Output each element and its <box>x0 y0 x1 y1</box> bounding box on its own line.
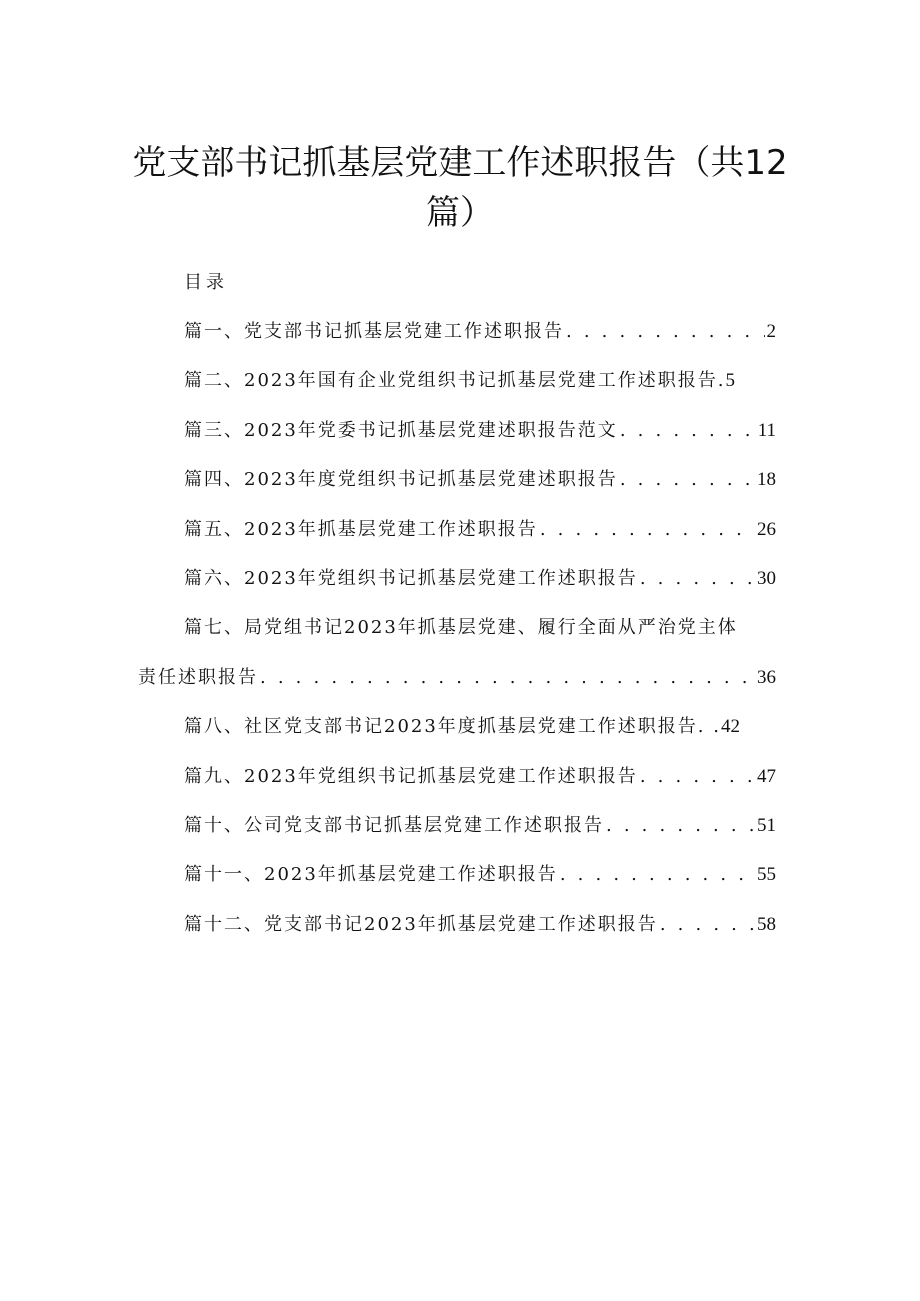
toc-entry-title-continued: 责任述职报告 <box>138 666 258 688</box>
document-title <box>110 138 810 238</box>
toc-entry-title: 篇六、2023年党组织书记抓基层党建工作述职报告 <box>184 567 638 589</box>
toc-entry-title: 篇十一、2023年抓基层党建工作述职报告 <box>184 864 558 886</box>
toc-dot-leader <box>660 912 755 938</box>
toc-entry-title: 篇十、公司党支部书记抓基层党建工作述职报告 <box>184 814 604 836</box>
toc-entry <box>0 608 920 657</box>
toc-entry <box>0 806 920 855</box>
toc-dot-leader <box>620 418 756 444</box>
toc-page-number: 11 <box>757 419 776 441</box>
toc-dot-leader <box>606 813 755 839</box>
toc-entry <box>0 905 920 954</box>
toc-link[interactable] <box>184 764 776 790</box>
toc-link[interactable] <box>184 912 776 938</box>
toc-link[interactable] <box>184 862 776 888</box>
toc-link[interactable] <box>184 418 776 444</box>
toc-page-number: 18 <box>757 469 776 491</box>
toc-entry-title: 篇八、社区党支部书记2023年度抓基层党建工作述职报告. . <box>184 716 721 738</box>
title-line-1: 党支部书记抓基层党建工作述职报告（共12 <box>132 143 788 183</box>
toc-entry <box>0 855 920 904</box>
toc-page-number: 55 <box>757 864 776 886</box>
toc-link[interactable] <box>138 665 776 691</box>
title-line-2: 篇） <box>426 193 494 233</box>
toc-entry <box>0 460 920 509</box>
toc-entry-title: 篇五、2023年抓基层党建工作述职报告 <box>184 518 538 540</box>
toc-link[interactable] <box>184 517 776 543</box>
toc-link[interactable] <box>184 319 776 345</box>
toc-entry-title: 篇七、局党组书记2023年抓基层党建、履行全面从严治党主体 <box>184 617 738 639</box>
toc-dot-leader <box>640 764 755 790</box>
toc-dot-leader <box>540 517 755 543</box>
toc-page-number: 36 <box>757 666 776 688</box>
toc-entry-continuation <box>0 658 920 707</box>
toc-page-number: 5 <box>725 370 736 392</box>
toc-dot-leader <box>566 319 765 345</box>
toc-dot-leader <box>560 862 755 888</box>
toc-link[interactable] <box>184 467 776 493</box>
toc-link[interactable] <box>184 714 776 740</box>
toc-link[interactable] <box>184 615 776 641</box>
toc-entry-title: 篇四、2023年度党组织书记抓基层党建述职报告 <box>184 469 618 491</box>
toc-page-number: 42 <box>720 716 740 738</box>
toc-entry-title: 篇一、党支部书记抓基层党建工作述职报告 <box>184 321 564 342</box>
toc-dot-leader <box>620 467 755 493</box>
toc-link[interactable] <box>184 813 776 839</box>
toc-entry <box>0 559 920 608</box>
toc-page-number: 51 <box>757 814 776 836</box>
toc-heading: 目录 <box>184 272 228 293</box>
toc-entry-title: 篇九、2023年党组织书记抓基层党建工作述职报告 <box>184 765 638 787</box>
table-of-contents <box>0 312 920 954</box>
toc-entry <box>0 361 920 410</box>
toc-entry-title: 篇三、2023年党委书记抓基层党建述职报告范文 <box>184 419 618 441</box>
toc-link[interactable] <box>184 566 776 592</box>
toc-page-number: 26 <box>757 518 776 540</box>
toc-page-number: 47 <box>757 765 776 787</box>
toc-page-number: 2 <box>766 321 776 342</box>
toc-entry <box>0 510 920 559</box>
toc-entry <box>0 411 920 460</box>
toc-entry <box>0 312 920 361</box>
toc-entry <box>0 707 920 756</box>
toc-link[interactable] <box>184 368 776 394</box>
toc-entry-title: 篇十二、党支部书记2023年抓基层党建工作述职报告 <box>184 913 658 935</box>
toc-page-number: 30 <box>757 567 776 589</box>
toc-dot-leader <box>640 566 755 592</box>
toc-entry <box>0 757 920 806</box>
toc-entry-title: 篇二、2023年国有企业党组织书记抓基层党建工作述职报告. <box>184 370 726 392</box>
toc-dot-leader <box>260 665 755 691</box>
toc-page-number: 58 <box>757 913 776 935</box>
